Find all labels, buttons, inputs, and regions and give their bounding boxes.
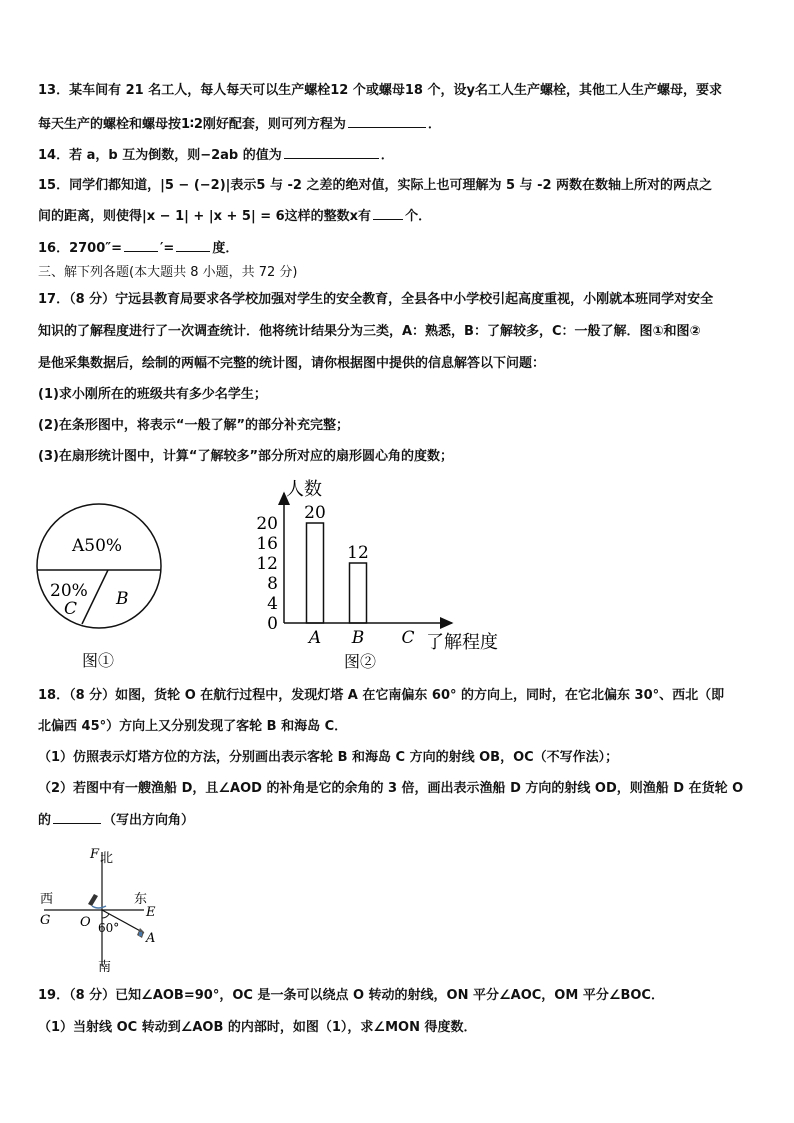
q16-text-b: ′= xyxy=(159,241,175,256)
label-angle: 60° xyxy=(98,921,120,935)
x-category-label-c: C xyxy=(401,628,415,648)
q18-sub3 xyxy=(38,810,194,830)
q16-text-c: 度． xyxy=(212,241,239,256)
q15-answer-blank[interactable] xyxy=(373,206,403,220)
q16-blank-1[interactable] xyxy=(124,238,158,252)
section-3-heading: 三、解下列各题(本大题共 8 小题，共 72 分) xyxy=(38,265,298,280)
label-south: 南 xyxy=(98,960,112,975)
label-o: O xyxy=(80,915,91,930)
y-tick-label: 20 xyxy=(256,514,278,534)
q13-text: 每天生产的螺栓和螺母按1∶2刚好配套，则可列方程为 xyxy=(38,117,346,132)
y-tick-labels xyxy=(256,514,278,634)
y-tick-label: 0 xyxy=(267,614,278,634)
bar-a xyxy=(307,523,324,623)
fig1-pie-chart xyxy=(30,500,180,680)
bar-value-label-b: 12 xyxy=(347,543,369,563)
q17-line2: 知识的了解程度进行了一次调查统计．他将统计结果分为三类，A：熟悉，B：了解较多，C：一般了解．图①和图② xyxy=(38,324,701,339)
q17-sub1: (1)求小刚所在的班级共有多少名学生； xyxy=(38,387,267,402)
pie-label-c-pct: 20% xyxy=(50,581,88,601)
y-tick-label: 16 xyxy=(256,534,278,554)
q18-sub2: （2）若图中有一艘渔船 D，且∠AOD 的补角是它的余角的 3 倍，画出表示渔船 D 方向的射线 OD，则渔船 D 在货轮 O xyxy=(38,781,744,796)
x-category-label-a: A xyxy=(308,628,322,648)
pie-label-b: B xyxy=(116,589,129,609)
label-north: 北 xyxy=(100,851,114,866)
label-west: 西 xyxy=(40,892,54,907)
q19-sub1: （1）当射线 OC 转动到∠AOB 的内部时，如图（1），求∠MON 得度数． xyxy=(38,1020,477,1035)
q13-line2 xyxy=(38,114,441,134)
q16-line xyxy=(38,238,238,258)
q15-unit: 个． xyxy=(405,209,432,224)
ship-icon-o xyxy=(88,894,106,908)
y-tick-label: 8 xyxy=(267,574,278,594)
pie-outline xyxy=(37,504,161,628)
q14-line xyxy=(38,145,394,165)
bars xyxy=(304,503,369,623)
angle-arc xyxy=(102,914,109,918)
label-a: A xyxy=(146,931,156,946)
label-g: G xyxy=(40,913,51,928)
pie-label-a: A50% xyxy=(72,536,123,556)
x-category-labels xyxy=(307,628,415,648)
q15-line2 xyxy=(38,206,431,226)
q18-answer-blank[interactable] xyxy=(53,810,101,824)
label-east: 东 xyxy=(134,892,148,907)
q13-line1: 13．某车间有 21 名工人，每人每天可以生产螺栓12 个或螺母18 个，设y名工人生产螺栓，其他工人生产螺母，要求 xyxy=(38,83,722,98)
label-f: F xyxy=(90,847,100,862)
bar-b xyxy=(350,563,367,623)
q13-period: ． xyxy=(427,117,441,132)
x-axis-label: 了解程度 xyxy=(426,632,498,653)
q17-sub3: (3)在扇形统计图中，计算“了解较多”部分所对应的扇形圆心角的度数； xyxy=(38,449,454,464)
fig2-caption: 图② xyxy=(344,652,377,671)
label-e: E xyxy=(146,905,156,920)
fig3-compass-diagram xyxy=(36,840,166,975)
fig2-bar-chart xyxy=(240,475,520,675)
q18-sub3-text-a: 的 xyxy=(38,813,52,828)
bar-value-label-a: 20 xyxy=(304,503,326,523)
fig1-caption: 图① xyxy=(82,651,115,670)
q17-line1: 17．（8 分）宁远县教育局要求各学校加强对学生的安全教育，全县各中小学校引起高度重视，小刚就本班同学对安全 xyxy=(38,292,714,307)
q18-line2: 北偏西 45°）方向上又分别发现了客轮 B 和海岛 C． xyxy=(38,719,348,734)
q14-answer-blank[interactable] xyxy=(284,145,379,159)
q19-line1: 19．（8 分）已知∠AOB=90°，OC 是一条可以绕点 O 转动的射线，ON 平分∠AOC，OM 平分∠BOC． xyxy=(38,988,664,1003)
q15-text: 间的距离，则使得|x − 1| + |x + 5| = 6这样的整数x有 xyxy=(38,209,372,224)
q18-sub3-text-b: （写出方向角） xyxy=(103,813,195,828)
q14-period: ． xyxy=(380,148,394,163)
q17-sub2: (2)在条形图中，将表示“一般了解”的部分补充完整； xyxy=(38,418,350,433)
q18-line1: 18．（8 分）如图，货轮 O 在航行过程中，发现灯塔 A 在它南偏东 60° 的方向上，同时，在它北偏东 30°、西北（即 xyxy=(38,688,725,703)
q17-line3: 是他采集数据后，绘制的两幅不完整的统计图，请你根据图中提供的信息解答以下问题： xyxy=(38,356,546,371)
q14-text: 14．若 a，b 互为倒数，则−2ab 的值为 xyxy=(38,148,282,163)
y-tick-label: 4 xyxy=(267,594,278,614)
q13-answer-blank[interactable] xyxy=(348,114,426,128)
q16-text-a: 16．2700″= xyxy=(38,241,122,256)
q15-line1: 15．同学们都知道，|5 − (−2)|表示5 与 -2 之差的绝对值，实际上也可理解为 5 与 -2 两数在数轴上所对的两点之 xyxy=(38,178,713,193)
x-category-label-b: B xyxy=(351,628,365,648)
q16-blank-2[interactable] xyxy=(176,238,210,252)
y-axis-label: 人数 xyxy=(286,479,322,500)
q18-sub1: （1）仿照表示灯塔方位的方法，分别画出表示客轮 B 和海岛 C 方向的射线 OB，OC（不写作法）； xyxy=(38,750,619,765)
pie-label-c: C xyxy=(64,599,78,619)
y-tick-label: 12 xyxy=(256,554,278,574)
